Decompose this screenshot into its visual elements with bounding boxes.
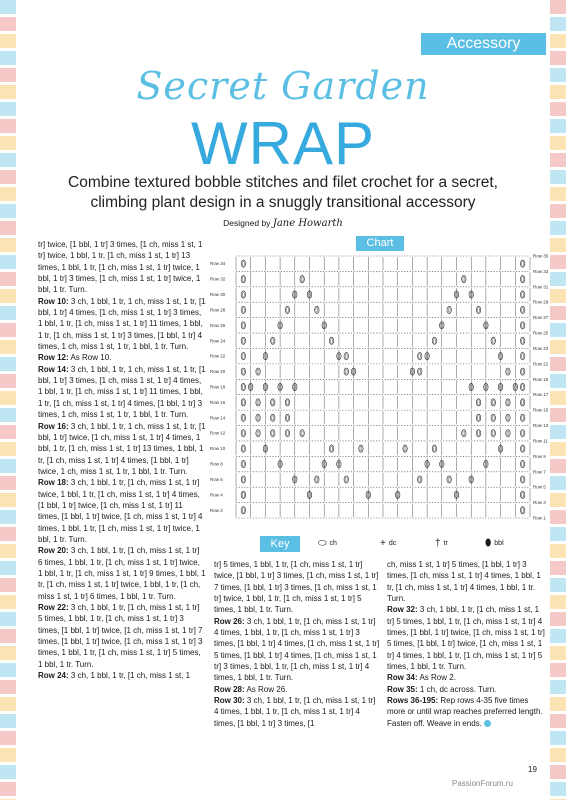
chart-bobble-inner [448,307,450,312]
dc-symbol-icon: + [380,538,386,549]
chart-bobble-inner [242,446,244,451]
chart-bobble-inner [286,415,288,420]
chart-bobble-inner [286,307,288,312]
chart-bobble-inner [522,461,524,466]
row-text: Rep rows 4-35 five times more or until wrap reaches preferred length. Fasten off. Weave in ends. [387,696,543,728]
chart-bobble-inner [316,307,318,312]
chart-bobble-inner [242,415,244,420]
chart-bobble-inner [478,307,480,312]
chart-bobble-inner [522,323,524,328]
row-label: Row 18: [38,478,69,488]
key-item [380,538,396,549]
designer-name: Jane Howarth [272,218,343,229]
pattern-row-instruction [387,559,547,604]
chart-bobble-inner [522,338,524,343]
stitch-chart [208,236,548,526]
chart-bobble-inner [522,307,524,312]
chart-bobble-inner [522,446,524,451]
row-label: Row 34: [387,673,418,683]
tr-symbol-icon: † [435,538,441,549]
designed-by-label: Designed by [223,218,271,228]
row-text: ch, miss 1 st, 1 tr] 5 times, [1 bbl, 1 tr] 3 times, [1 ch, miss 1 st, 1 tr] 4 times, 1 bbl, 1 tr, [1 ch, miss 1 st, 1 tr] 4 times, 1 bbl, 1 tr. Turn. [387,560,541,604]
row-label: Row 12: [38,353,69,363]
chart-bobble-inner [448,477,450,482]
chart-bobble-inner [360,446,362,451]
chart-row-label-right: Row 35 [533,253,548,259]
row-text: 3 ch, 1 bbl, 1 tr, 1 ch, miss 1 st, 1 tr, [1 bbl, 1 tr] twice, [1 ch, miss 1 st, 1 tr] 4 times, 1 bbl, 1 tr, [1 ch, miss 1 st, 1 tr] 13 times, 1 bbl, 1 tr, [1 ch, miss 1 st, 1 tr] 4 times, [1 bbl, 1 tr] twice, 1 ch, miss 1 st, 1 tr, 1 bbl, 1 tr. Turn. [38,421,206,476]
key-item-label: tr [443,540,448,547]
chart-bobble-inner [242,384,244,389]
bobble-symbol-icon: ⬮ [485,538,492,549]
page-number: 19 [528,765,537,774]
chart-bobble-inner [242,431,244,436]
chart-row-label-right: Row 31 [533,284,548,290]
chart-bobble-inner [522,369,524,374]
chart-bobble-inner [492,338,494,343]
chart-bobble-inner [419,369,421,374]
row-text: 3 ch, 1 bbl, 1 tr, [1 ch, miss 1 st, 1 tr] 4 times, 1 bbl, 1 tr, [1 ch, miss 1 st, 1 tr] 3 times, [1 bbl, 1 tr] 4 times, [1 ch, miss 1 st, 1 tr] 5 times, [1 bbl, 1 tr] 4 times, [1 ch, miss 1 st, 1 tr] 3 times, 1 bbl, 1 tr, [1 ch, miss 1 st, 1 tr] 4 times, 1 bbl, 1 tr. Turn. [214,616,380,683]
chart-bobble-inner [301,431,303,436]
pattern-row-instruction [38,239,206,296]
chart-row-label-left: Row 18 [210,384,226,390]
chart-row-label-right: Row 21 [533,361,548,367]
chart-bobble-inner [522,277,524,282]
chart-row-label-right: Row 3 [533,500,546,506]
chart-row-label-right: Row 27 [533,315,548,321]
chart-bobble-inner [301,277,303,282]
chart-row-label-right: Row 9 [533,453,546,459]
pattern-row-instruction [214,616,380,684]
chart-row-label-right: Row 23 [533,345,548,351]
chain-symbol-icon: ⬭ [318,538,327,549]
title-script: Secret Garden [136,64,430,108]
pattern-row-instruction [38,545,206,602]
row-label: Row 20: [38,546,69,556]
chart-row-label-right: Row 19 [533,376,548,382]
row-label: Row 10: [38,296,69,306]
chart-bobble-inner [242,369,244,374]
chart-bobble-inner [345,354,347,359]
chart-bobble-inner [242,338,244,343]
chart-row-label-left: Row 10 [210,446,226,452]
chart-bobble-inner [522,400,524,405]
pattern-column-2 [214,559,380,729]
row-label: Row 35: [387,684,418,694]
chart-bobble-inner [242,261,244,266]
chart-bobble-inner [257,369,259,374]
row-text: 3 ch, 1 bbl, 1 tr, 1 ch, miss 1 st, 1 tr, [1 bbl, 1 tr] 3 times, [1 ch, miss 1 st, 1 tr] 4 times, 1 bbl, 1 tr, [1 ch, miss 1 st, 1 tr] 11 times, 1 bbl, 1 tr, [1 ch, miss 1 st, 1 tr] 4 times, [1 bbl, 1 tr] 3 times, 1 ch, miss 1 st, 1 tr, 1 bbl, 1 tr. Turn. [38,364,206,420]
row-text: 3 ch, 1 bbl, 1 tr, 1 ch, miss 1 st, 1 tr, [1 bbl, 1 tr] 4 times, [1 ch, miss 1 st, 1 tr] 3 times, 1 bbl, 1 tr, [1 ch, miss 1 st, 1 tr] 11 times, 1 bbl, 1 tr, [1 ch, miss 1 st, 1 tr] 3 times, [1 bbl, 1 tr] 4 times, 1 ch, miss 1 st, 1 tr, 1 bbl, 1 tr. Turn. [38,296,206,352]
chart-bobble-inner [522,292,524,297]
chart-bobble-inner [478,400,480,405]
chart-row-label-left: Row 2 [210,507,223,513]
key-item [435,538,448,549]
row-text: 1 ch, dc across. Turn. [419,684,497,694]
designer-credit [0,218,566,229]
chart-bobble-inner [272,431,274,436]
chart-bobble-inner [433,338,435,343]
chart-bobble-inner [316,477,318,482]
chart-bobble-inner [242,400,244,405]
row-text: 3 ch, 1 bbl, 1 tr, [1 ch, miss 1 st, 1 [70,671,191,681]
chart-bobble-inner [242,307,244,312]
chart-row-label-right: Row 11 [533,438,548,444]
pattern-row-instruction [38,352,206,363]
chart-row-label-right: Row 7 [533,469,546,475]
chart-row-label-left: Row 22 [210,353,226,359]
chart-bobble-inner [507,400,509,405]
chart-bobble-inner [242,354,244,359]
chart-bobble-inner [242,292,244,297]
chart-row-label-left: Row 30 [210,292,226,298]
row-label: Row 16: [38,421,69,431]
chart-bobble-inner [522,415,524,420]
chart-bobble-inner [257,415,259,420]
chart-bobble-inner [463,431,465,436]
stitch-key [260,536,550,552]
chart-bobble-inner [419,354,421,359]
row-label: Row 32: [387,605,418,615]
key-item-label: dc [388,540,397,547]
pattern-row-instruction [387,695,547,729]
row-label: Rows 36-195: [387,696,439,706]
chart-row-label-right: Row 5 [533,484,546,490]
pattern-row-instruction [38,421,206,478]
chart-bobble-inner [492,431,494,436]
chart-row-label-right: Row 13 [533,423,548,429]
pattern-row-instruction [214,684,380,695]
row-label: Row 26: [214,616,245,626]
chart-bobble-inner [272,400,274,405]
chart-row-label-left: Row 34 [210,261,226,267]
chart-bobble-inner [331,446,333,451]
row-text: tr] 5 times, 1 bbl, 1 tr, [1 ch, miss 1 st, 1 tr] twice, [1 bbl, 1 tr] 3 times, [1 ch, miss 1 st, 1 tr] 7 times, [1 bbl, 1 tr] 3 times, [1 ch, miss 1 st, 1 tr] twice, 1 bbl, 1 tr, [1 ch, miss 1 st, 1 tr] 5 times, 1 bbl, 1 tr. Turn. [214,560,379,615]
chart-row-label-right: Row 29 [533,299,548,305]
chart-row-label-right: Row 15 [533,407,548,413]
chart-bobble-inner [286,431,288,436]
row-label: Row 24: [38,671,69,681]
key-item-label: ch [329,540,337,547]
pattern-column-3 [387,559,547,729]
key-item [485,538,504,549]
chart-bobble-inner [463,277,465,282]
chart-bobble-inner [478,431,480,436]
chart-bobble-inner [522,354,524,359]
chart-bobble-inner [507,431,509,436]
site-watermark: PassionForum.ru [452,779,513,788]
chart-row-label-left: Row 20 [210,369,226,375]
chart-bobble-inner [522,477,524,482]
row-label: Row 22: [38,603,69,612]
chart-row-label-left: Row 4 [210,492,223,498]
chart-bobble-inner [242,323,244,328]
pattern-row-instruction [38,364,206,421]
pattern-row-instruction [38,477,206,545]
row-label: Row 14: [38,364,69,374]
pattern-row-instruction [214,695,380,729]
chart-bobble-inner [242,508,244,513]
chart-bobble-inner [507,415,509,420]
chart-bobble-inner [419,477,421,482]
chart-row-label-left: Row 8 [210,461,223,467]
chart-bobble-inner [522,384,524,389]
row-text: 3 ch, 1 bbl, 1 tr, [1 ch, miss 1 st, 1 tr] twice, 1 bbl, 1 tr, [1 ch, miss 1 st, 1 tr] 4 times, [1 bbl, 1 tr] twice, [1 ch, miss 1 st, 1 tr] 11 times, [1 bbl, 1 tr] twice, [1 ch, miss 1 st, 1 tr] 4 times, 1 bbl, 1 tr, [1 ch, miss 1 st, 1 tr] twice, 1 bbl, 1 tr. Turn. [38,478,203,544]
page-title: WRAP [191,110,375,177]
row-text: 3 ch, 1 bbl, 1 tr, [1 ch, miss 1 st, 1 tr] 5 times, 1 bbl, 1 tr, [1 ch, miss 1 st, 1 tr] 4 times, [1 bbl, 1 tr] twice, [1 ch, miss 1 st, 1 tr] 5 times, [1 bbl, 1 tr] twice, [1 ch, miss 1 st, 1 tr] 4 times, 1 bbl, 1 tr, [1 ch, miss 1 st, 1 tr] 5 times, 1 bbl, 1 tr. Turn. [387,605,545,672]
chart-bobble-inner [257,431,259,436]
row-label: Row 28: [214,684,245,694]
row-text: 3 ch, 1 bbl, 1 tr, [1 ch, miss 1 st, 1 tr] 6 times, 1 bbl, 1 tr, [1 ch, miss 1 st, 1 tr] twice, 1 bbl, 1 tr, [1 ch, miss 1 st, 1 tr] 9 times, 1 bbl, 1 tr, [1 ch, miss 1 st, 1 tr] twice, 1 bbl, 1 tr, [1 ch, miss 1 st, 1 tr] 6 times, 1 bbl, 1 tr. Turn. [38,546,206,601]
row-text: As Row 10. [70,353,112,363]
section-tag: Accessory [421,33,546,55]
chart-bobble-inner [492,400,494,405]
chart-row-label-left: Row 14 [210,415,226,421]
pattern-row-instruction [387,604,547,672]
chart-bobble-inner [507,369,509,374]
chart-row-label-left: Row 26 [210,322,226,328]
chart-bobble-inner [331,338,333,343]
chart-bobble-inner [404,446,406,451]
row-text: tr] twice, [1 bbl, 1 tr] 3 times, [1 ch, miss 1 st, 1 tr] twice, 1 bbl, 1 tr, [1 ch, miss 1 st, 1 tr] 13 times, 1 bbl, 1 tr, [1 ch, miss 1 st, 1 tr] twice, 1 bbl, 1 tr] 3 times, [1 ch, miss 1 st, 1 tr] twice, 1 bbl, 1 tr. Turn. [38,240,203,295]
chart-row-label-left: Row 32 [210,276,226,282]
chart-row-label-right: Row 25 [533,330,548,336]
stitch-chart-grid [208,252,548,526]
chart-bobble-inner [433,446,435,451]
chart-bobble-inner [522,508,524,513]
row-text: 3 ch, 1 bbl, 1 tr, [1 ch, miss 1 st, 1 tr] 4 times, 1 bbl, 1 tr, [1 ch, miss 1 st, 1 tr] 4 times, [1 bbl, 1 tr] 3 times, [1 [214,696,376,728]
pattern-row-instruction [38,296,206,353]
chart-bobble-inner [257,400,259,405]
end-marker-icon [484,720,491,727]
chart-bobble-inner [492,415,494,420]
chart-row-label-left: Row 12 [210,430,226,436]
chart-row-label-right: Row 1 [533,515,546,521]
chart-bobble-inner [345,477,347,482]
chart-label: Chart [356,236,404,251]
chart-bobble-inner [242,461,244,466]
chart-row-label-left: Row 28 [210,307,226,313]
chart-bobble-inner [522,492,524,497]
pattern-row-instruction [38,602,206,670]
chart-row-label-right: Row 33 [533,268,548,274]
chart-row-label-left: Row 6 [210,476,223,482]
chart-bobble-inner [242,492,244,497]
pattern-row-instruction [387,684,547,695]
pattern-column-1 [38,239,206,681]
pattern-row-instruction [38,670,206,681]
chart-bobble-inner [478,415,480,420]
chart-row-label-left: Row 24 [210,338,226,344]
chart-bobble-inner [242,477,244,482]
chart-bobble-inner [522,261,524,266]
chart-bobble-inner [272,415,274,420]
key-item [318,538,337,549]
standfirst: Combine textured bobble stitches and filet crochet for a secret, climbing plant design in a snuggly transitional accessory [68,174,498,211]
pattern-row-instruction [387,672,547,683]
row-text: As Row 2. [419,673,456,683]
chart-bobble-inner [272,338,274,343]
chart-bobble-inner [522,431,524,436]
row-text: 3 ch, 1 bbl, 1 tr, [1 ch, miss 1 st, 1 tr] 5 times, 1 bbl, 1 tr, [1 ch, miss 1 st, 1 tr] 3 times, [1 bbl, 1 tr] twice, [1 ch, miss 1 st, 1 tr] 7 times, [1 bbl, 1 tr] twice, [1 ch, miss 1 st, 1 tr] 3 times, 1 bbl, 1 tr, [1 ch, miss 1 st, 1 tr] 5 times, 1 bbl, 1 tr. Turn. [38,603,203,669]
chart-bobble-inner [345,369,347,374]
chart-bobble-inner [242,277,244,282]
row-text: As Row 26. [246,684,288,694]
chart-bobble-inner [286,400,288,405]
pattern-row-instruction [214,559,380,616]
row-label: Row 30: [214,696,245,706]
chart-row-label-right: Row 17 [533,392,548,398]
key-label: Key [260,536,300,552]
key-item-label: bbl [494,540,504,547]
chart-row-label-left: Row 16 [210,399,226,405]
